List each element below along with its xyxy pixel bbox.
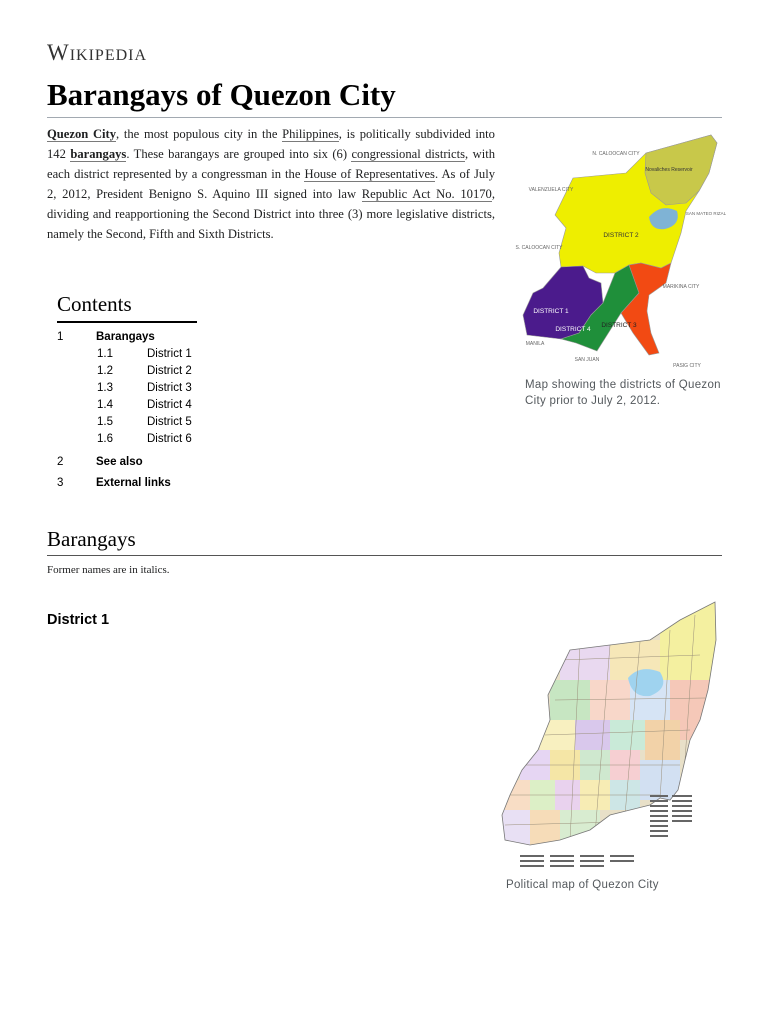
link-congressional-districts[interactable]: congressional districts xyxy=(351,147,466,161)
link-quezon-city[interactable]: Quezon City xyxy=(47,127,117,141)
toc-item-district-3[interactable]: 1.3 District 3 xyxy=(97,382,192,394)
political-map-caption: Political map of Quezon City xyxy=(506,879,659,891)
table-of-contents xyxy=(57,292,217,492)
title-divider xyxy=(47,117,722,118)
toc-item-district-6[interactable]: 1.6 District 6 xyxy=(97,433,192,445)
link-house-of-representatives[interactable]: House of Representatives xyxy=(304,167,435,181)
toc-item-see-also[interactable]: 2 See also xyxy=(57,456,143,468)
districts-map-figure[interactable] xyxy=(515,133,727,373)
toc-title: Contents xyxy=(57,292,197,323)
label-pasig: PASIG CITY xyxy=(673,363,701,369)
section-divider xyxy=(47,555,722,556)
label-district-2: DISTRICT 2 xyxy=(603,232,639,239)
label-district-4: DISTRICT 4 xyxy=(555,326,591,333)
label-s-caloocan: S. CALOOCAN CITY xyxy=(515,245,563,251)
page-title: Barangays of Quezon City xyxy=(47,77,396,112)
political-map[interactable] xyxy=(500,600,720,876)
intro-paragraph: Quezon City, the most populous city in the Philippines, is politically subdivided into 142 barangays. These barangays are grouped into six (6) congressional districts, with each district represented by a congressman in the House of Representatives. As of July 2, 2012, President Benigno S. Aquino III signed into law Republic Act No. 10170, dividing and reapportioning the Second District into three (3) more legislative districts, namely the Second, Fifth and Sixth Districts. xyxy=(47,127,495,241)
label-n-caloocan: N. CALOOCAN CITY xyxy=(592,151,640,157)
section-note: Former names are in italics. xyxy=(47,564,170,576)
label-san-juan: SAN JUAN xyxy=(574,357,600,363)
toc-item-district-2[interactable]: 1.2 District 2 xyxy=(97,365,192,377)
link-republic-act[interactable]: Republic Act No. 10170 xyxy=(361,187,492,201)
political-map-figure[interactable] xyxy=(500,600,720,881)
label-valenzuela: VALENZUELA CITY xyxy=(528,187,574,193)
label-district-1: DISTRICT 1 xyxy=(533,308,569,315)
toc-item-barangays[interactable]: 1 Barangays xyxy=(57,331,155,343)
label-marikina: MARIKINA CITY xyxy=(662,284,700,290)
political-map-regions xyxy=(500,600,720,876)
toc-item-external-links[interactable]: 3 External links xyxy=(57,477,171,489)
label-san-mateo: SAN MATEO RIZAL xyxy=(685,211,727,216)
subsection-title-district-1: District 1 xyxy=(47,612,110,628)
link-philippines[interactable]: Philippines xyxy=(282,127,339,141)
districts-map-caption: Map showing the districts of Quezon City prior to July 2, 2012. xyxy=(525,379,721,407)
label-manila: MANILA xyxy=(525,341,545,347)
toc-item-district-1[interactable]: 1.1 District 1 xyxy=(97,348,192,360)
link-barangays[interactable]: barangays xyxy=(70,147,127,161)
label-district-3: DISTRICT 3 xyxy=(601,322,637,329)
toc-item-district-4[interactable]: 1.4 District 4 xyxy=(97,399,192,411)
toc-item-district-5[interactable]: 1.5 District 5 xyxy=(97,416,192,428)
wikipedia-wordmark[interactable]: Wikipedia xyxy=(47,40,148,65)
districts-map[interactable] xyxy=(515,133,727,373)
section-title-barangays: Barangays xyxy=(47,527,136,551)
label-novaliches: Novaliches Reservoir xyxy=(645,167,693,173)
